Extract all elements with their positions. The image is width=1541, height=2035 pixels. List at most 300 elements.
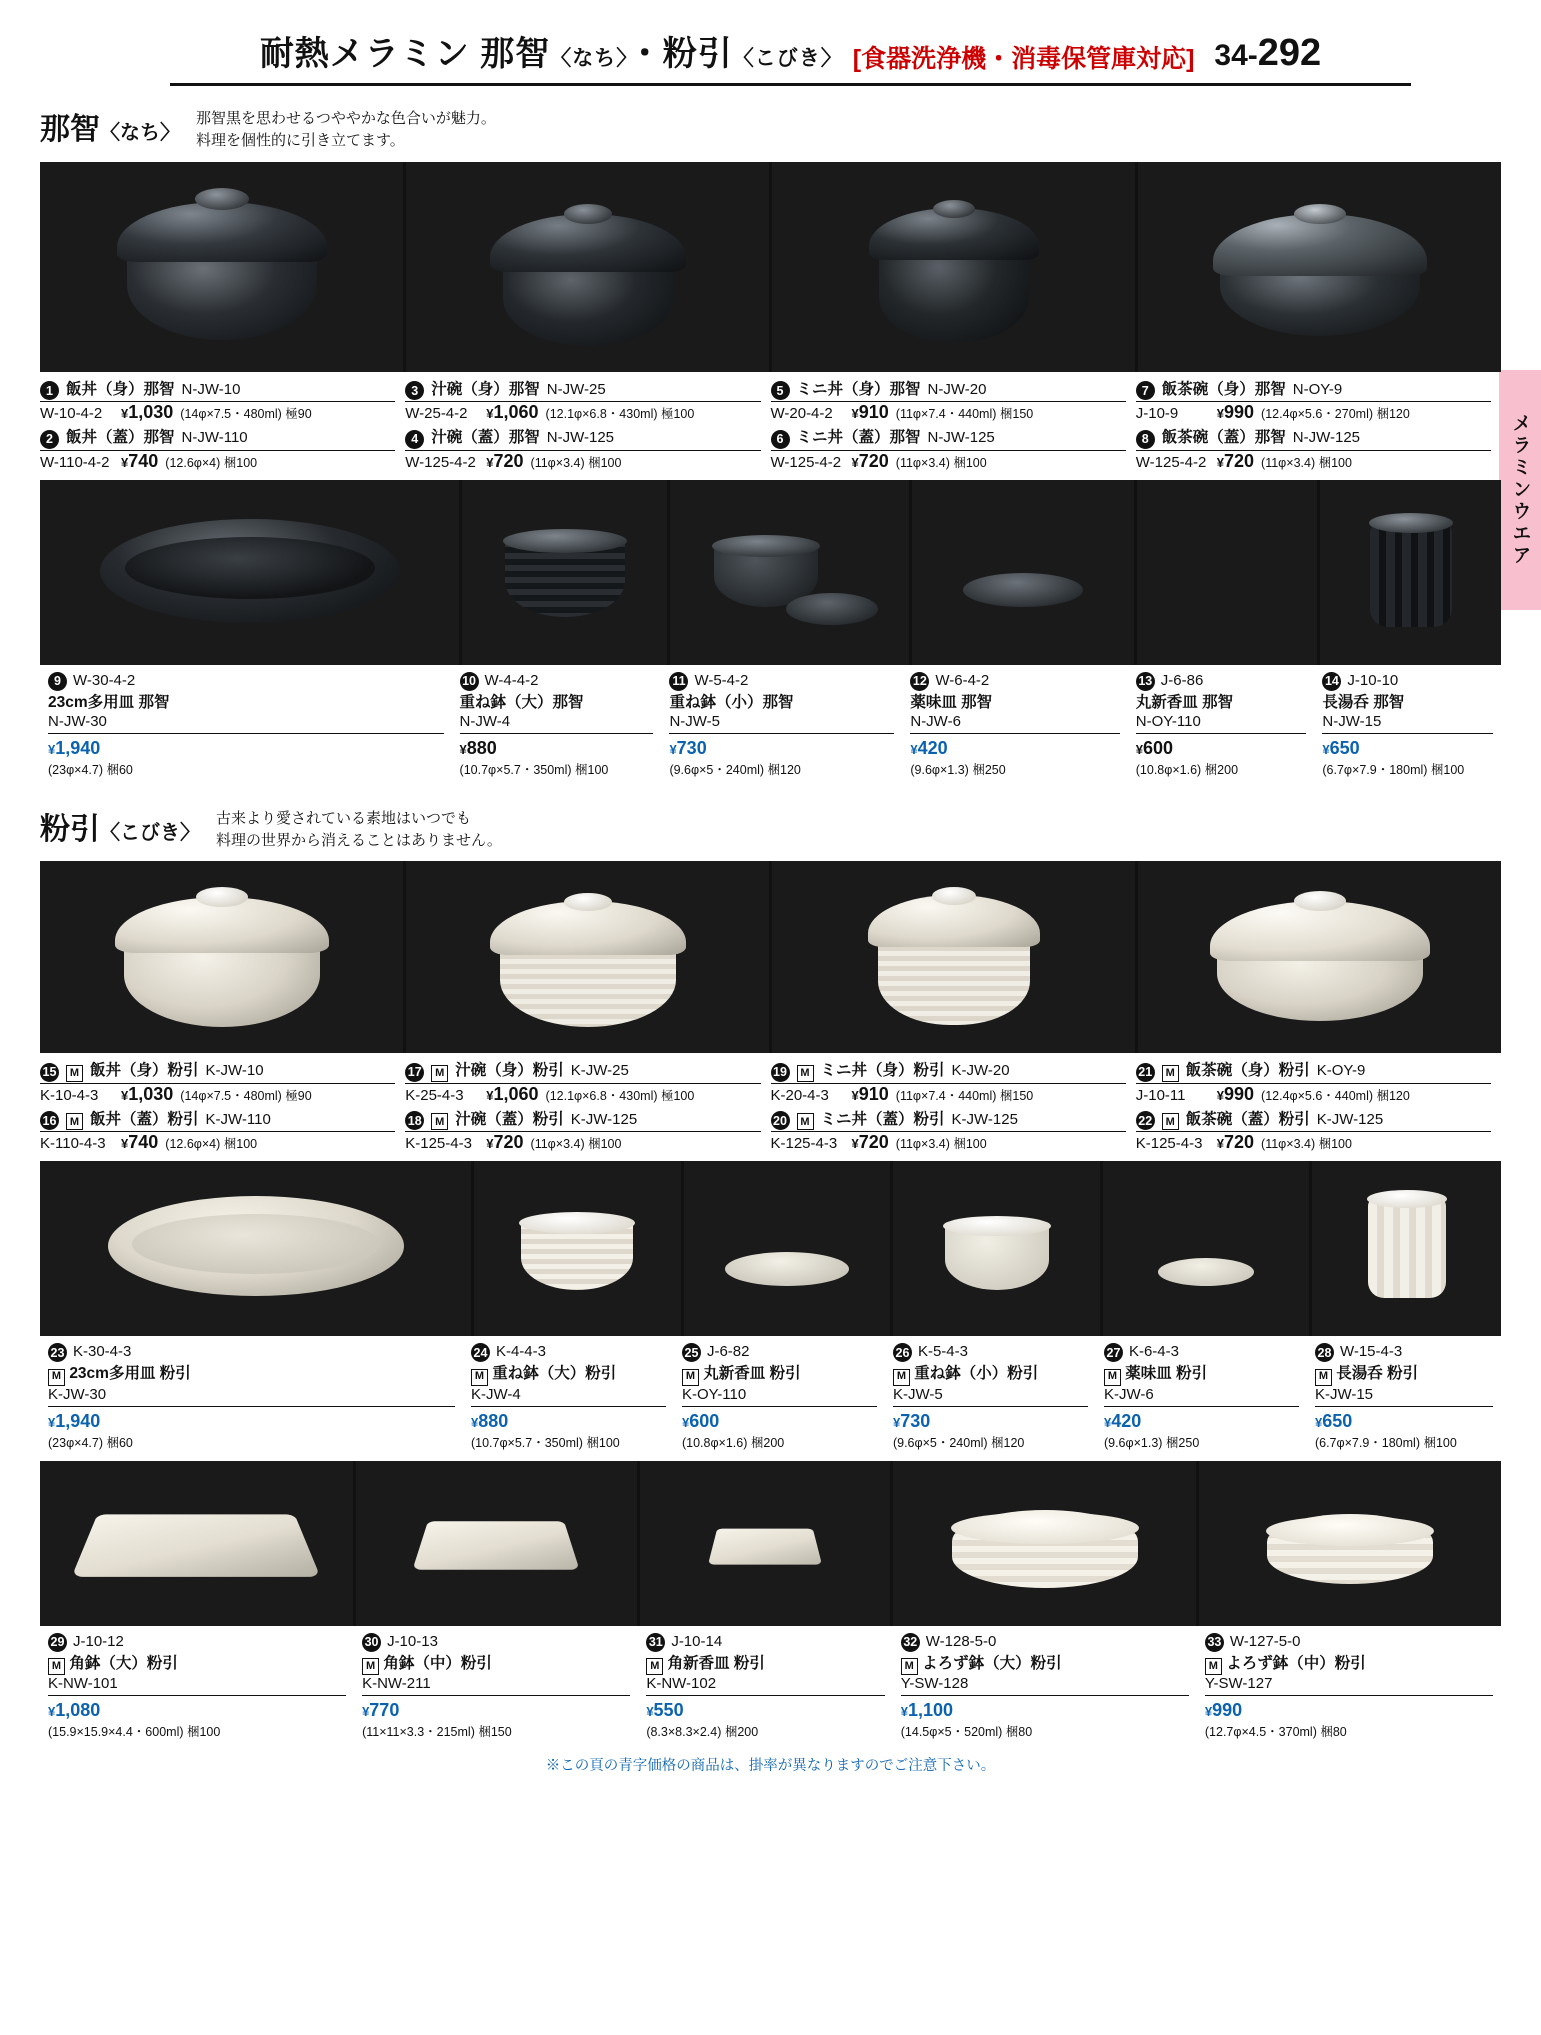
product-info-14 (1314, 671, 1501, 778)
title-main: メラミン 那智 (329, 35, 551, 73)
price-value: 650 (1329, 737, 1360, 758)
product-photo-15 (40, 861, 403, 1053)
product-name: 重ね鉢（大）那智 (459, 693, 584, 711)
product-price: ¥880 (459, 737, 497, 758)
price-value: 740 (128, 1132, 159, 1153)
product-model: K-JW-125 (1316, 1110, 1384, 1128)
product-info-9 (40, 671, 452, 778)
product-code: J-10-13 (387, 1632, 438, 1650)
product-photo-14 (1320, 480, 1501, 665)
product-detail-2 (40, 450, 395, 472)
badge-number: 6 (771, 430, 790, 449)
product-info-25 (674, 1342, 885, 1450)
product-photo-25 (684, 1161, 891, 1336)
product-line-3 (405, 377, 760, 400)
product-model: K-JW-110 (205, 1110, 271, 1128)
product-model: N-JW-125 (546, 429, 615, 446)
product-model: N-JW-5 (669, 713, 894, 734)
product-spec: (12.6φ×4) 梱100 (165, 455, 258, 470)
product-model: K-JW-5 (893, 1386, 1088, 1407)
product-name-row (646, 1654, 884, 1674)
product-name: 丸新香皿 那智 (1135, 693, 1234, 711)
product-code: K-5-4-3 (917, 1343, 968, 1361)
product-model: K-JW-125 (951, 1110, 1018, 1128)
product-name: ミニ丼（蓋）粉引 (820, 1110, 945, 1128)
product-model: Y-SW-127 (1205, 1675, 1493, 1696)
melamine-mark-icon: M (682, 1369, 699, 1386)
product-name: ミニ丼（蓋）那智 (796, 429, 921, 446)
badge-number: 21 (1136, 1063, 1155, 1082)
info-cell-19-20 (771, 1058, 1136, 1153)
badge-number: 24 (471, 1343, 490, 1362)
price-value: 880 (478, 1410, 509, 1431)
product-name: 23cm多用皿 粉引 (69, 1365, 191, 1383)
product-price: ¥730 (892, 1410, 931, 1431)
product-price: ¥1,060 (486, 1083, 539, 1104)
product-code: K-25-4-3 (405, 1086, 464, 1104)
product-price: ¥720 (851, 450, 889, 471)
melamine-mark-icon: M (471, 1369, 488, 1386)
price-value: 720 (858, 1132, 889, 1153)
product-price: ¥990 (1204, 1700, 1243, 1721)
product-price: ¥1,100 (900, 1700, 954, 1721)
product-photo-7 (1138, 162, 1501, 372)
product-price: ¥550 (646, 1700, 684, 1721)
section-desc-line2: 料理の世界から消えることはありません。 (216, 831, 502, 849)
product-code: K-125-4-3 (1135, 1135, 1203, 1153)
price-value: 1,060 (493, 1083, 539, 1104)
badge-number: 33 (1205, 1633, 1224, 1652)
product-spec: (12.4φ×5.6・270ml) 梱120 (1261, 407, 1410, 421)
price-value: 1,940 (55, 737, 101, 758)
product-price: ¥720 (486, 1132, 524, 1153)
product-photo-27 (1103, 1161, 1310, 1336)
product-spec: (23φ×4.7) 梱60 (48, 1435, 133, 1450)
melamine-mark-icon: M (48, 1369, 65, 1386)
price-value: 1,060 (493, 402, 539, 422)
product-info-30 (354, 1632, 638, 1740)
melamine-mark-icon: M (66, 1065, 83, 1082)
product-name: 飯茶碗（蓋）那智 (1161, 429, 1286, 446)
product-name: 薬味皿 那智 (910, 693, 993, 711)
info-cell-5-6 (771, 377, 1136, 472)
info-cell-21-22 (1136, 1058, 1501, 1153)
section-title-text: 粉引 (40, 812, 100, 846)
price-value: 720 (493, 1132, 524, 1153)
product-spec: (11φ×7.4・440ml) 梱150 (895, 407, 1034, 421)
product-name: 飯茶碗（蓋）粉引 (1185, 1110, 1310, 1128)
product-head (893, 1342, 1088, 1361)
badge-number: 19 (771, 1063, 790, 1082)
product-code: W-6-4-2 (935, 671, 990, 689)
price-value: 740 (128, 450, 159, 471)
product-spec: (10.7φ×5.7・350ml) 梱100 (470, 1435, 620, 1450)
price-value: 420 (1111, 1410, 1142, 1431)
info-block-nachi-1 (40, 377, 1501, 472)
product-price: ¥600 (1135, 737, 1174, 758)
product-price: ¥1,940 (48, 1410, 101, 1431)
product-spec: (12.1φ×6.8・430ml) 極100 (545, 1088, 695, 1103)
product-line-5 (771, 377, 1126, 400)
product-head (1104, 1342, 1299, 1361)
product-line-7 (1136, 377, 1491, 400)
product-price: ¥880 (470, 1410, 509, 1431)
section-header-nachi (40, 104, 1501, 152)
price-value: 720 (858, 450, 889, 471)
product-detail-1 (40, 401, 395, 423)
title-pre: 耐熱 (259, 35, 330, 73)
melamine-mark-icon: M (362, 1658, 379, 1675)
info-cell-17-18 (405, 1058, 770, 1153)
price-value: 720 (1223, 1132, 1255, 1153)
price-value: 600 (1143, 737, 1174, 758)
product-name: 角新香皿 粉引 (667, 1654, 765, 1672)
product-spec: (10.7φ×5.7・350ml) 梱100 (459, 762, 609, 777)
product-code: J-6-82 (706, 1343, 750, 1361)
product-photo-19 (772, 861, 1135, 1053)
product-name: 角鉢（大）粉引 (69, 1654, 178, 1672)
melamine-mark-icon: M (1205, 1658, 1222, 1675)
product-info-10 (452, 671, 662, 778)
product-model: K-JW-4 (471, 1386, 666, 1407)
price-value: 910 (858, 1083, 889, 1104)
badge-number: 26 (893, 1343, 912, 1362)
product-model: K-JW-125 (570, 1110, 638, 1128)
product-line-22 (1136, 1107, 1491, 1130)
section-desc-line1: 古来より愛されている素地はいつでも (216, 809, 472, 827)
product-code: W-128-5-0 (925, 1632, 997, 1650)
product-name: ミニ丼（身）粉引 (820, 1062, 945, 1080)
melamine-mark-icon: M (1315, 1369, 1332, 1386)
product-detail-21 (1136, 1083, 1491, 1105)
product-code: W-4-4-2 (484, 671, 539, 689)
product-model: K-OY-9 (1316, 1062, 1366, 1080)
badge-number: 11 (669, 672, 688, 691)
price-value: 420 (917, 737, 948, 758)
product-photo-3 (406, 162, 769, 372)
product-photo-1 (40, 162, 403, 372)
product-head (48, 1632, 346, 1651)
product-code: K-125-4-3 (770, 1135, 838, 1153)
product-code: W-110-4-2 (40, 453, 110, 471)
product-name: 重ね鉢（小）粉引 (914, 1365, 1039, 1383)
badge-number: 9 (48, 672, 67, 691)
product-model: N-JW-25 (546, 380, 606, 398)
product-detail-8 (1136, 450, 1491, 472)
badge-number: 16 (40, 1111, 59, 1130)
product-price: ¥420 (910, 737, 948, 758)
melamine-mark-icon: M (797, 1065, 814, 1082)
product-name: 丸新香皿 粉引 (703, 1365, 801, 1383)
product-line-6 (771, 425, 1126, 448)
product-name-row (48, 1364, 455, 1384)
product-info-23 (40, 1342, 463, 1450)
product-price: ¥740 (121, 450, 159, 471)
melamine-mark-icon: M (1162, 1065, 1179, 1082)
melamine-mark-icon: M (66, 1113, 83, 1130)
product-model: K-JW-30 (48, 1386, 455, 1407)
product-spec: (10.8φ×1.6) 梱200 (1135, 762, 1239, 777)
photo-strip-kobiki-3 (40, 1461, 1501, 1626)
product-spec: (11φ×7.4・440ml) 梱150 (895, 1088, 1034, 1103)
melamine-mark-icon: M (431, 1113, 448, 1130)
info-cell-15-16 (40, 1058, 405, 1153)
product-price: ¥1,030 (121, 402, 174, 422)
product-line-18 (405, 1107, 760, 1130)
product-spec: (14.5φ×5・520ml) 梱80 (900, 1725, 1033, 1740)
product-photo-23 (40, 1161, 471, 1336)
product-model: N-JW-110 (181, 429, 248, 446)
product-detail-15 (40, 1083, 395, 1105)
product-code: W-15-4-3 (1339, 1343, 1403, 1361)
info-cell-3-4 (405, 377, 770, 472)
product-price: ¥720 (1216, 1132, 1255, 1153)
product-code: K-6-4-3 (1128, 1343, 1179, 1361)
product-spec: (8.3×8.3×2.4) 梱200 (646, 1725, 759, 1740)
product-name: 飯丼（身）粉引 (90, 1062, 199, 1080)
product-model: N-JW-15 (1322, 713, 1493, 734)
product-spec: (11φ×3.4) 梱100 (895, 455, 987, 470)
product-detail-18 (405, 1131, 760, 1153)
product-code: K-10-4-3 (40, 1086, 99, 1104)
product-code: W-127-5-0 (1229, 1632, 1301, 1650)
badge-number: 27 (1104, 1343, 1123, 1362)
price-value: 720 (493, 450, 524, 471)
product-name-row (1104, 1364, 1299, 1384)
page-number-prefix: 34- (1214, 39, 1258, 72)
product-price: ¥1,060 (486, 402, 539, 422)
melamine-mark-icon: M (1162, 1113, 1179, 1130)
product-spec: (6.7φ×7.9・180ml) 梱100 (1322, 762, 1465, 777)
product-price: ¥720 (486, 450, 524, 471)
price-value: 770 (369, 1700, 400, 1721)
product-model: N-JW-125 (927, 429, 995, 446)
price-value: 1,100 (908, 1700, 954, 1721)
badge-number: 8 (1136, 430, 1155, 449)
section-title-nachi (40, 104, 180, 148)
product-code: J-10-12 (73, 1632, 124, 1650)
product-name: 飯丼（蓋）那智 (66, 429, 175, 446)
product-spec: (14φ×7.5・480ml) 極90 (180, 407, 312, 421)
price-value: 730 (900, 1410, 931, 1431)
product-name: 汁碗（蓋）那智 (431, 429, 540, 446)
product-name-row (1205, 1654, 1493, 1674)
product-model: N-OY-110 (1136, 713, 1307, 734)
product-info-27 (1096, 1342, 1307, 1450)
product-name: 長湯呑 粉引 (1336, 1365, 1419, 1383)
page-number (1214, 32, 1321, 75)
price-value: 1,030 (128, 1083, 174, 1104)
product-photo-13 (1137, 480, 1318, 665)
badge-number: 13 (1136, 672, 1155, 691)
product-code: W-125-4-2 (1135, 453, 1207, 471)
product-code: K-30-4-3 (73, 1343, 132, 1361)
price-value: 720 (1223, 450, 1255, 471)
product-model: N-JW-10 (181, 380, 241, 398)
product-name: 汁碗（身）那智 (431, 380, 540, 398)
product-model: K-JW-25 (570, 1062, 629, 1080)
badge-number: 12 (910, 672, 929, 691)
melamine-mark-icon: M (797, 1113, 814, 1130)
product-code: J-10-14 (671, 1632, 723, 1650)
product-photo-31 (640, 1461, 890, 1626)
product-price: ¥1,080 (48, 1700, 101, 1721)
product-photo-32 (893, 1461, 1195, 1626)
product-photo-21 (1138, 861, 1501, 1053)
product-head (1136, 671, 1307, 690)
product-price: ¥770 (362, 1700, 400, 1721)
product-spec: (9.6φ×5・240ml) 梱120 (669, 762, 801, 777)
product-detail-7 (1136, 401, 1491, 423)
product-price: ¥600 (681, 1410, 720, 1431)
product-model: K-OY-110 (682, 1386, 877, 1407)
price-value: 1,030 (128, 402, 174, 422)
product-code: W-5-4-2 (694, 671, 749, 689)
product-price: ¥650 (1322, 737, 1360, 758)
product-price: ¥1,030 (121, 1083, 174, 1104)
product-name-row (471, 1364, 666, 1384)
info-cell-7-8 (1136, 377, 1501, 472)
product-spec: (6.7φ×7.9・180ml) 梱100 (1314, 1435, 1457, 1450)
badge-number: 1 (40, 381, 59, 400)
product-detail-20 (771, 1131, 1126, 1153)
product-detail-6 (771, 450, 1126, 472)
info-block-kobiki-3 (40, 1632, 1501, 1740)
product-code: K-20-4-3 (770, 1086, 829, 1104)
product-model: K-NW-102 (646, 1675, 884, 1696)
footnote: ※この頁の青字価格の商品は、掛率が異なりますのでご注意下さい。 (545, 1758, 996, 1775)
product-code: W-125-4-2 (770, 453, 842, 471)
badge-number: 22 (1136, 1111, 1155, 1130)
product-code: J-10-10 (1347, 671, 1399, 689)
product-price: ¥1,940 (48, 737, 101, 758)
product-model: K-NW-101 (48, 1675, 346, 1696)
product-name: 汁碗（身）粉引 (455, 1062, 564, 1080)
product-head (682, 1342, 877, 1361)
melamine-mark-icon: M (431, 1065, 448, 1082)
product-name-row (893, 1364, 1088, 1384)
badge-number: 4 (405, 430, 424, 449)
product-line-2 (40, 425, 395, 448)
price-value: 1,080 (55, 1700, 101, 1721)
photo-strip-kobiki-1 (40, 861, 1501, 1053)
product-name: 重ね鉢（小）那智 (669, 693, 794, 711)
product-spec: (9.6φ×1.3) 梱250 (910, 762, 1006, 777)
product-model: K-JW-10 (205, 1062, 264, 1080)
product-spec: (12.4φ×5.6・440ml) 梱120 (1261, 1088, 1410, 1103)
product-spec: (11φ×3.4) 梱100 (1261, 455, 1352, 470)
product-name-row (48, 1654, 346, 1674)
product-model: N-OY-9 (1292, 380, 1343, 398)
product-spec: (11×11×3.3・215ml) 梱150 (362, 1725, 512, 1740)
product-model: K-JW-15 (1315, 1386, 1493, 1407)
product-photo-30 (356, 1461, 637, 1626)
product-info-11 (661, 671, 902, 778)
price-value: 1,940 (55, 1410, 101, 1431)
section-desc-nachi (196, 104, 496, 152)
product-price: ¥910 (851, 1083, 889, 1104)
product-photo-28 (1312, 1161, 1501, 1336)
product-name-row (901, 1654, 1189, 1674)
product-price: ¥990 (1216, 1083, 1255, 1104)
section-title-text: 那智 (40, 113, 100, 146)
product-head (910, 671, 1119, 690)
badge-number: 25 (682, 1343, 701, 1362)
product-info-33 (1197, 1632, 1501, 1740)
product-price: ¥720 (851, 1132, 889, 1153)
product-line-19 (771, 1058, 1126, 1081)
product-head (48, 1342, 455, 1361)
section-desc-kobiki (216, 804, 502, 852)
product-info-32 (893, 1632, 1197, 1740)
product-line-21 (1136, 1058, 1491, 1081)
product-head (646, 1632, 884, 1651)
melamine-mark-icon: M (1104, 1369, 1121, 1386)
product-info-12 (902, 671, 1127, 778)
product-name: 飯茶碗（身）粉引 (1185, 1062, 1310, 1080)
product-price: ¥650 (1314, 1410, 1353, 1431)
title-sub1: 〈なち〉 (550, 47, 628, 70)
product-spec: (12.1φ×6.8・430ml) 極100 (545, 407, 695, 421)
product-price: ¥420 (1103, 1410, 1142, 1431)
product-code: W-10-4-2 (40, 405, 103, 422)
product-name-row (362, 1654, 630, 1674)
product-name-row (1315, 1364, 1493, 1384)
price-value: 990 (1223, 402, 1255, 422)
product-name: 重ね鉢（大）粉引 (492, 1365, 617, 1383)
product-price: ¥910 (851, 402, 889, 422)
product-name: 飯茶碗（身）那智 (1161, 380, 1286, 398)
product-photo-9 (40, 480, 459, 665)
title-main2: 粉引 (662, 35, 733, 73)
badge-number: 7 (1136, 381, 1155, 400)
product-name: 長湯呑 那智 (1322, 693, 1405, 711)
product-photo-26 (893, 1161, 1100, 1336)
product-code: W-125-4-2 (405, 453, 476, 471)
product-name: よろず鉢（中）粉引 (1226, 1654, 1366, 1672)
section-header-kobiki (40, 804, 1501, 852)
product-photo-29 (40, 1461, 353, 1626)
product-model: K-JW-20 (951, 1062, 1010, 1080)
product-model: N-JW-6 (910, 713, 1119, 734)
product-price: ¥990 (1216, 402, 1255, 422)
info-block-nachi-2 (40, 671, 1501, 778)
photo-strip-nachi-2 (40, 480, 1501, 665)
product-info-28 (1307, 1342, 1501, 1450)
page-number-main: 292 (1257, 32, 1322, 74)
product-name: 薬味皿 粉引 (1125, 1365, 1208, 1383)
product-code: W-25-4-2 (405, 405, 468, 422)
price-value: 880 (466, 737, 497, 758)
side-tab-label: メラミンウエア (1509, 413, 1531, 567)
product-code: W-20-4-2 (770, 405, 833, 422)
page-header (170, 0, 1411, 86)
melamine-mark-icon: M (901, 1658, 918, 1675)
product-model: N-JW-20 (927, 380, 987, 398)
product-spec: (23φ×4.7) 梱60 (48, 762, 133, 777)
product-spec: (11φ×3.4) 梱100 (1261, 1137, 1352, 1152)
product-line-17 (405, 1058, 760, 1081)
price-value: 730 (676, 737, 707, 758)
product-spec: (12.7φ×4.5・370ml) 梱80 (1204, 1725, 1347, 1740)
section-title-sub: 〈なち〉 (100, 122, 180, 144)
product-name: 汁碗（蓋）粉引 (455, 1110, 564, 1128)
page-title (260, 26, 843, 75)
product-model: Y-SW-128 (901, 1675, 1189, 1696)
product-detail-19 (771, 1083, 1126, 1105)
price-value: 910 (858, 402, 889, 422)
info-cell-1-2 (40, 377, 405, 472)
